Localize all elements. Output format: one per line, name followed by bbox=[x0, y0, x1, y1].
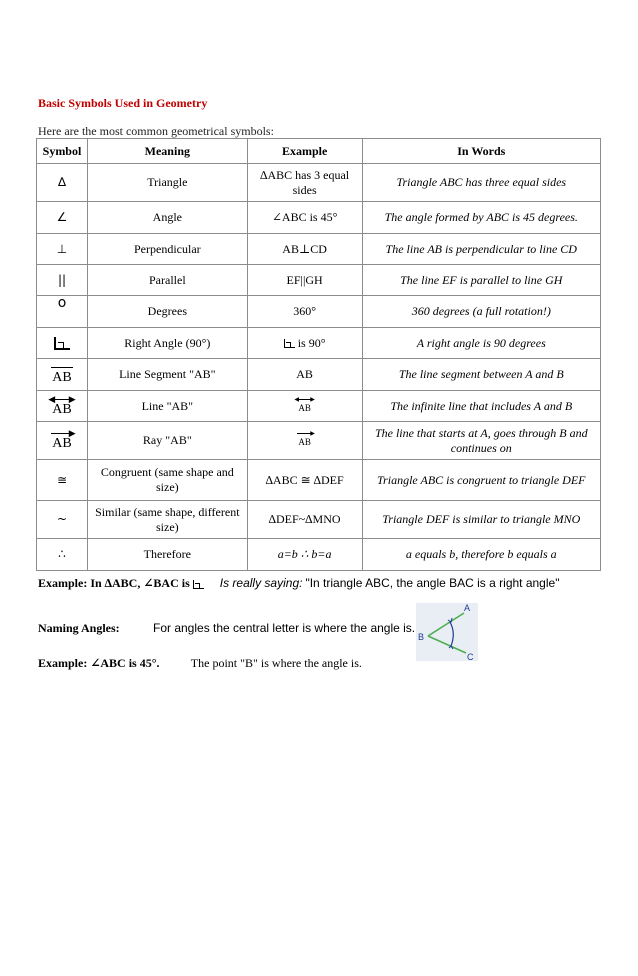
label-c: C bbox=[467, 652, 474, 661]
naming-angles bbox=[38, 621, 415, 636]
row-example: ∆DEF~∆MNO bbox=[247, 501, 362, 539]
row-in-words: Triangle ABC has three equal sides bbox=[362, 164, 600, 202]
table-row bbox=[37, 422, 601, 460]
page-title: Basic Symbols Used in Geometry bbox=[38, 96, 208, 110]
example-angle bbox=[38, 656, 362, 671]
similar-symbol: ~ bbox=[37, 501, 88, 539]
row-in-words: 360 degrees (a full rotation!) bbox=[362, 296, 600, 328]
parallel-symbol: || bbox=[37, 265, 88, 296]
segment-label: AB bbox=[52, 370, 72, 385]
line-symbol: ◀ ▶ AB bbox=[37, 391, 88, 422]
example2-text: The point "B" is where the angle is. bbox=[190, 656, 362, 670]
symbols-table bbox=[36, 138, 601, 571]
row-example: ◀ ▶ AB bbox=[247, 391, 362, 422]
row-meaning: Degrees bbox=[87, 296, 247, 328]
row-in-words: Triangle DEF is similar to triangle MNO bbox=[362, 501, 600, 539]
table-row bbox=[37, 391, 601, 422]
ray-label: AB bbox=[52, 436, 72, 451]
row-example: ∠ABC is 45° bbox=[247, 202, 362, 234]
row-example: ∆ABC has 3 equal sides bbox=[247, 164, 362, 202]
right-angle-icon bbox=[37, 328, 88, 359]
table-row bbox=[37, 202, 601, 234]
row-in-words: The line AB is perpendicular to line CD bbox=[362, 234, 600, 265]
row-meaning: Ray "AB" bbox=[87, 422, 247, 460]
row-example: AB bbox=[247, 359, 362, 391]
example-right-angle bbox=[38, 576, 559, 591]
ray-symbol: ▶ AB bbox=[37, 422, 88, 460]
angle-diagram bbox=[416, 603, 478, 661]
example-lead: Example: In ∆ABC, ∠BAC is bbox=[38, 576, 190, 590]
row-meaning: Parallel bbox=[87, 265, 247, 296]
label-a: A bbox=[464, 603, 471, 613]
angle-symbol: ∠ bbox=[37, 202, 88, 234]
row-in-words: Triangle ABC is congruent to triangle DEF bbox=[362, 460, 600, 501]
row-example: AB⊥CD bbox=[247, 234, 362, 265]
row-in-words: The infinite line that includes A and B bbox=[362, 391, 600, 422]
intro-text: Here are the most common geometrical symbols: bbox=[38, 124, 274, 138]
line-label: AB bbox=[52, 401, 72, 417]
row-example: 360° bbox=[247, 296, 362, 328]
row-meaning: Line Segment "AB" bbox=[87, 359, 247, 391]
row-in-words: The line that starts at A, goes through B and continues on bbox=[362, 422, 600, 460]
row-example: EF||GH bbox=[247, 265, 362, 296]
row-example: ∆ABC ≅ ∆DEF bbox=[247, 460, 362, 501]
table-row bbox=[37, 265, 601, 296]
row-example: ▶ AB bbox=[247, 422, 362, 460]
right-angle-icon bbox=[193, 580, 204, 589]
row-meaning: Triangle bbox=[87, 164, 247, 202]
table-row bbox=[37, 328, 601, 359]
header-example: Example bbox=[247, 139, 362, 164]
row-example bbox=[247, 328, 362, 359]
congruent-symbol: ≅ bbox=[37, 460, 88, 501]
table-header-row bbox=[37, 139, 601, 164]
right-angle-icon bbox=[284, 339, 295, 348]
triangle-symbol: ∆ bbox=[37, 164, 88, 202]
perpendicular-symbol: ⊥ bbox=[37, 234, 88, 265]
header-in-words: In Words bbox=[362, 139, 600, 164]
row-example: a=b ∴ b=a bbox=[247, 539, 362, 571]
row-in-words: a equals b, therefore b equals a bbox=[362, 539, 600, 571]
table-row bbox=[37, 296, 601, 328]
row-in-words: The angle formed by ABC is 45 degrees. bbox=[362, 202, 600, 234]
line-segment-symbol bbox=[37, 359, 88, 391]
table-row bbox=[37, 164, 601, 202]
therefore-symbol: ∴ bbox=[37, 539, 88, 571]
naming-label: Naming Angles: bbox=[38, 621, 120, 635]
line-example-label: AB bbox=[298, 402, 311, 413]
row-meaning: Similar (same shape, different size) bbox=[87, 501, 247, 539]
row-in-words: The line EF is parallel to line GH bbox=[362, 265, 600, 296]
saying-label: Is really saying: bbox=[219, 576, 303, 590]
row-meaning: Angle bbox=[87, 202, 247, 234]
row-meaning: Perpendicular bbox=[87, 234, 247, 265]
header-symbol: Symbol bbox=[37, 139, 88, 164]
row-meaning: Right Angle (90°) bbox=[87, 328, 247, 359]
example2-lead: Example: ∠ABC is 45°. bbox=[38, 656, 160, 670]
row-example-text: is 90° bbox=[297, 335, 326, 350]
saying-text: "In triangle ABC, the angle BAC is a right angle" bbox=[305, 576, 560, 590]
row-meaning: Therefore bbox=[87, 539, 247, 571]
row-meaning: Line "AB" bbox=[87, 391, 247, 422]
table-row bbox=[37, 234, 601, 265]
row-in-words: A right angle is 90 degrees bbox=[362, 328, 600, 359]
label-b: B bbox=[418, 632, 425, 642]
row-meaning: Congruent (same shape and size) bbox=[87, 460, 247, 501]
table-row bbox=[37, 460, 601, 501]
table-row bbox=[37, 501, 601, 539]
header-meaning: Meaning bbox=[87, 139, 247, 164]
row-in-words: The line segment between A and B bbox=[362, 359, 600, 391]
naming-text: For angles the central letter is where the angle is. bbox=[153, 621, 416, 635]
ray-example-label: AB bbox=[298, 437, 311, 447]
table-row bbox=[37, 539, 601, 571]
degrees-symbol: o bbox=[37, 296, 88, 328]
table-row bbox=[37, 359, 601, 391]
